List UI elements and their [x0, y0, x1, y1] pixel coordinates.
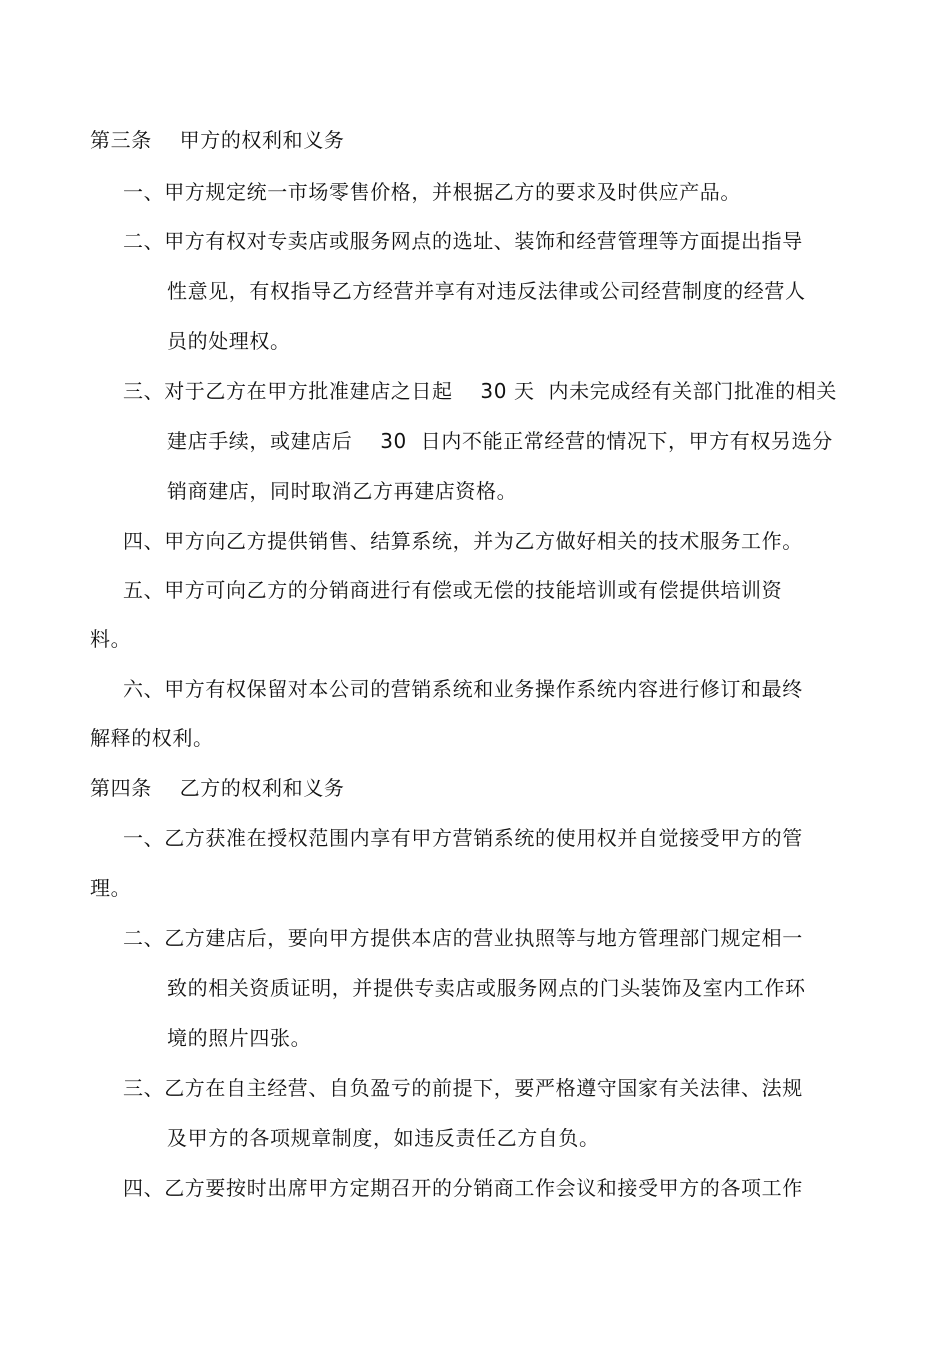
- clause-line: 性意见，有权指导乙方经营并享有对违反法律或公司经营制度的经营人: [167, 279, 806, 303]
- clause-line: 三、乙方在自主经营、自负盈亏的前提下，要严格遵守国家有关法律、法规: [123, 1076, 803, 1100]
- clause-line: 一、乙方获准在授权范围内享有甲方营销系统的使用权并自觉接受甲方的管: [123, 826, 803, 850]
- clause-line: 建店手续，或建店后 30 日内不能正常经营的情况下，甲方有权另选分: [167, 429, 833, 453]
- clause-line: 境的照片四张。: [167, 1026, 312, 1050]
- clause-line: 员的处理权。: [167, 329, 291, 353]
- clause-line: 六、甲方有权保留对本公司的营销系统和业务操作系统内容进行修订和最终: [123, 677, 803, 701]
- clause-line: 理。: [90, 876, 132, 900]
- clause-line: 及甲方的各项规章制度，如违反责任乙方自负。: [167, 1126, 600, 1150]
- clause-line: 一、甲方规定统一市场零售价格，并根据乙方的要求及时供应产品。: [123, 180, 741, 204]
- clause-line: 五、甲方可向乙方的分销商进行有偿或无偿的技能培训或有偿提供培训资: [123, 578, 783, 602]
- clause-line: 三、对于乙方在甲方批准建店之日起 30 天 内未完成经有关部门批准的相关: [123, 379, 837, 403]
- clause-line: 二、甲方有权对专卖店或服务网点的选址、装饰和经营管理等方面提出指导: [123, 229, 803, 253]
- clause-line: 四、甲方向乙方提供销售、结算系统，并为乙方做好相关的技术服务工作。: [123, 529, 803, 553]
- clause-line: 二、乙方建店后，要向甲方提供本店的营业执照等与地方管理部门规定相一: [123, 926, 803, 950]
- clause-line: 销商建店，同时取消乙方再建店资格。: [167, 479, 518, 503]
- clause-line: 四、乙方要按时出席甲方定期召开的分销商工作会议和接受甲方的各项工作: [123, 1176, 803, 1200]
- article-4-heading: 第四条 乙方的权利和义务: [90, 776, 345, 800]
- clause-line: 解释的权利。: [90, 726, 214, 750]
- article-3-heading: 第三条 甲方的权利和义务: [90, 128, 345, 152]
- clause-line: 致的相关资质证明，并提供专卖店或服务网点的门头装饰及室内工作环: [167, 976, 806, 1000]
- clause-line: 料。: [90, 627, 132, 651]
